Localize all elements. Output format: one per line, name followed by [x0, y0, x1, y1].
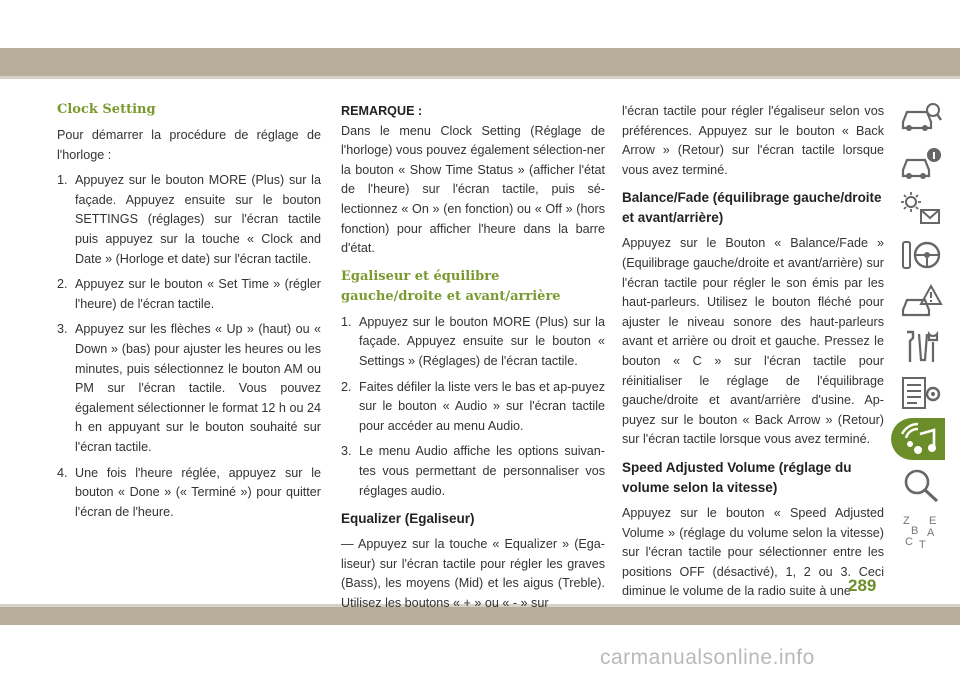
equalizer-text: — Appuyez sur la touche « Equalizer » (Ega-liseur) sur l'écran tactile pour régler les graves (Bass), les moyens (Mid) et les aigus (Treble). Utilisez les boutons « + » ou « - » sur — [341, 537, 605, 610]
svg-text:E: E — [929, 515, 937, 527]
list-item: 2. Faites défiler la liste vers le bas et ap-puyez sur le bouton « Audio » sur l'écran tactile pour accéder au menu Audio. — [341, 379, 605, 433]
clock-intro: Pour démarrer la procédure de réglage de l'horloge : — [57, 128, 321, 162]
list-item: 3. Appuyez sur les flèches « Up » (haut) ou « Down » (bas) pour ajuster les heures ou les minutes, puis sélectionnez le bouton AM ou PM sur l'écran tactile. Vous pouvez également sélectionner le format 12 h ou 24 h en appuyant sur le bouton souhaité sur l'écran tactile. — [57, 322, 321, 454]
chapter-sidebar — [893, 96, 951, 556]
column-1 — [57, 92, 321, 528]
speed-volume-heading: Speed Adjusted Volume (réglage du volume selon la vitesse) — [622, 459, 852, 495]
balance-fade-text: Appuyez sur le Bouton « Balance/Fade » (Equilibrage gauche/droite et avant/arrière) sur l'écran tactile pour régler le son émis par les haut-parleurs. Utilisez le bouton fléché pour ajuster le niveau sonore des haut-parleurs avant et arrière ou droit et gauche. Pressez le bouton « C » sur l'écran tactile pour réinitialiser le réglage de l'équilibrage gauche/droite et avant/arrière d'usine. Ap-puyez sur le bouton « Back Arrow » (Retour) sur l'écran tactile lorsque vous avez terminé. — [622, 236, 884, 447]
settings-list-icon[interactable] — [897, 372, 945, 414]
list-item: 1. Appuyez sur le bouton MORE (Plus) sur la façade. Appuyez ensuite sur le bouton SETTINGS (réglages) sur l'écran tactile puis appuyez sur la touche « Clock and Date » (Horloge et date) sur l'écran tactile. — [57, 173, 321, 266]
svg-text:T: T — [919, 539, 926, 550]
tools-icon[interactable] — [897, 326, 945, 368]
svg-text:C: C — [905, 536, 913, 548]
list-item: 2. Appuyez sur le bouton « Set Time » (régler l'heure) de l'écran tactile. — [57, 277, 321, 311]
car-info-icon[interactable] — [897, 142, 945, 184]
svg-text:Z: Z — [903, 515, 910, 527]
hazard-car-icon[interactable] — [897, 280, 945, 322]
balance-fade-heading: Balance/Fade (équilibrage gauche/droite et avant/arrière) — [622, 190, 882, 226]
equalizer-continued-text: l'écran tactile pour régler l'égaliseur selon vos préférences. Appuyez sur le bouton « Back Arrow » (Retour) sur l'écran tactile lorsque vous avez terminé. — [622, 104, 884, 177]
equalizer-balance-heading: Egaliseur et équilibre gauche/droite et avant/arrière — [341, 268, 561, 304]
clock-setting-heading: Clock Setting — [57, 102, 156, 117]
steering-wheel-icon[interactable] — [897, 234, 945, 276]
clock-steps-list — [57, 171, 321, 522]
audio-steps-list — [341, 313, 605, 501]
list-item: 3. Le menu Audio affiche les options suivan-tes vous permettant de personnaliser vos réglages audio. — [341, 444, 605, 498]
note-heading: REMARQUE : — [341, 104, 423, 118]
car-inspect-icon[interactable] — [897, 96, 945, 138]
note-text: Dans le menu Clock Setting (Réglage de l'horloge) vous pouvez également sélection-ner la bouton « Show Time Status » (afficher l'état de l'heure) sur l'écran tactile, puis sé-lectionnez « On » (en fonction) ou « Off » (hors fonction) pour afficher l'heure dans la barre d'état. — [341, 123, 605, 256]
header-band-line — [0, 76, 960, 79]
list-item: 4. Une fois l'heure réglée, appuyez sur le bouton « Done » (« Terminé ») pour quitter l'écran de l'heure. — [57, 465, 321, 519]
column-3 — [622, 102, 884, 608]
svg-text:A: A — [927, 527, 935, 539]
list-item: 1. Appuyez sur le bouton MORE (Plus) sur la façade. Appuyez ensuite sur le bouton « Settings » (Réglages) de l'écran tactile. — [341, 314, 605, 368]
speed-volume-text: Appuyez sur le bouton « Speed Adjusted Volume » (réglage du volume selon la vitesse) sur l'écran tactile pour sélectionner entre les positions OFF (désactivé), 1, 2 ou 3. Ceci diminue le volume de la radio suite à une — [622, 505, 884, 599]
column-2 — [341, 102, 605, 619]
watermark: carmanualsonline.info — [600, 646, 815, 669]
dashboard-lights-icon[interactable] — [897, 188, 945, 230]
multimedia-icon[interactable] — [891, 418, 945, 460]
page-number: 289 — [848, 576, 877, 595]
search-icon[interactable] — [897, 464, 945, 506]
svg-text:B: B — [911, 525, 919, 537]
header-band — [0, 48, 960, 76]
index-letters-icon[interactable] — [897, 510, 945, 552]
equalizer-heading: Equalizer (Egaliseur) — [341, 511, 475, 527]
